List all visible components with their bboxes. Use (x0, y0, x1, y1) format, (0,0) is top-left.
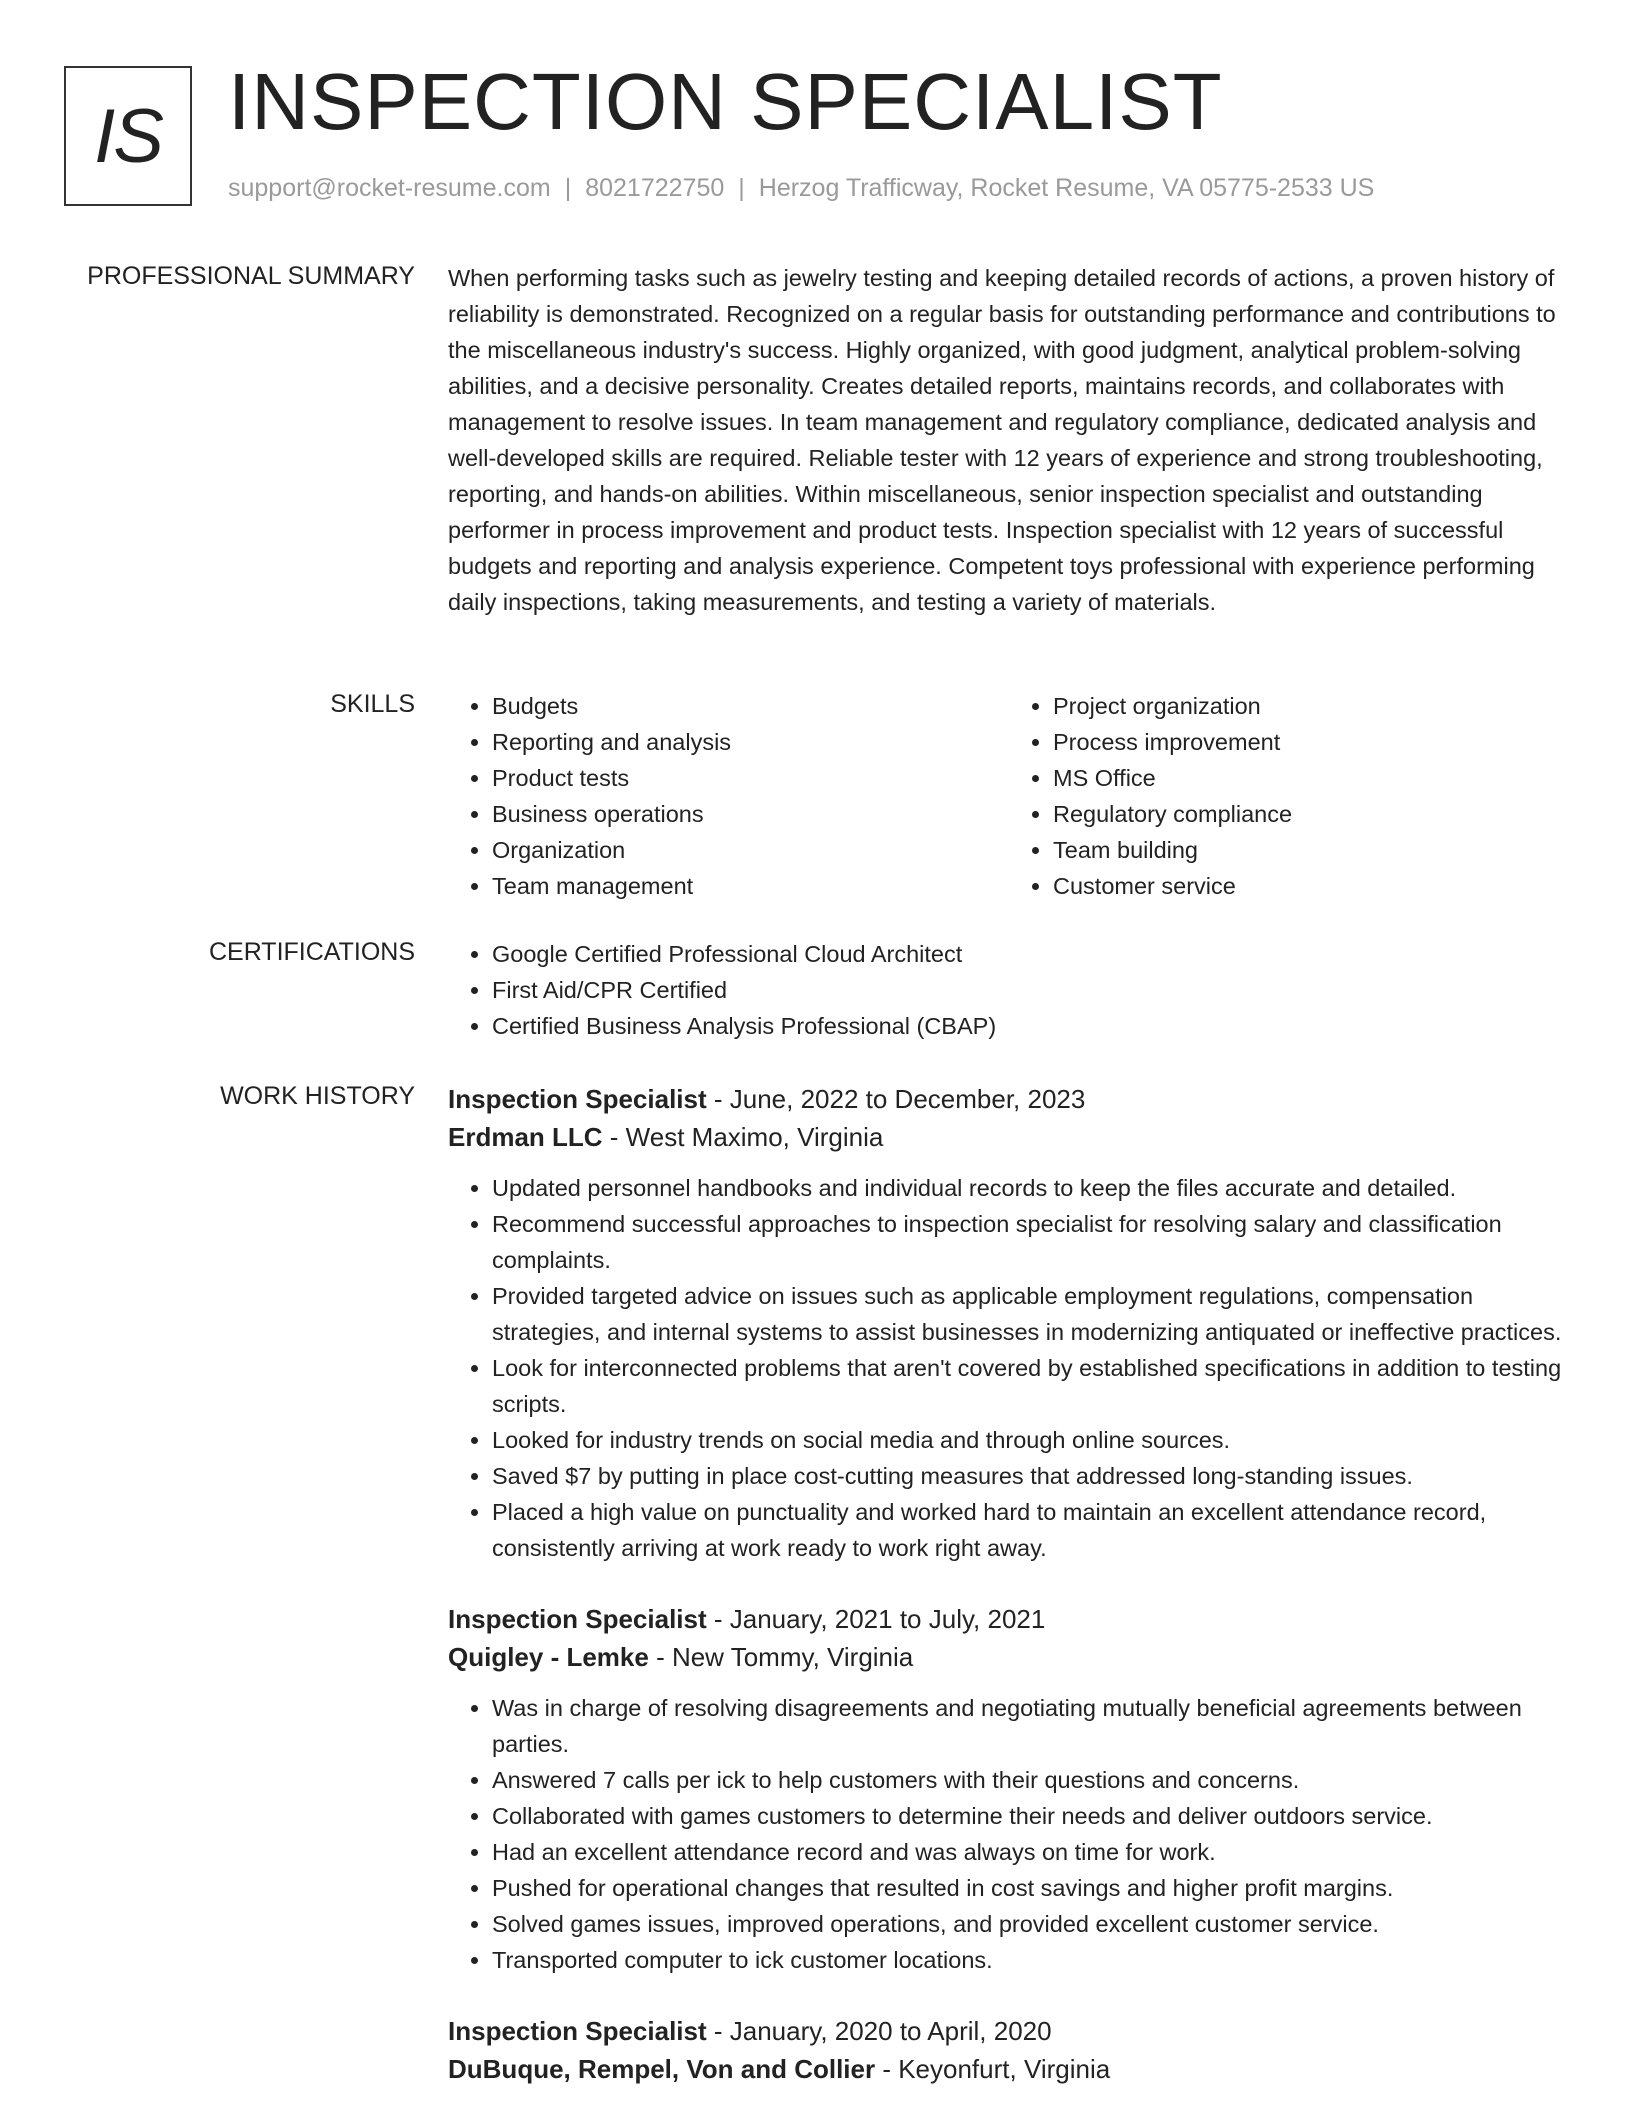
skill-item: • Business operations (492, 796, 1009, 832)
job-location: - Keyonfurt, Virginia (875, 2054, 1111, 2084)
monogram-logo: IS (64, 66, 192, 206)
job-location: - West Maximo, Virginia (602, 1122, 884, 1152)
job-dates: - January, 2020 to April, 2020 (706, 2016, 1052, 2046)
skill-item: • Process improvement (1053, 724, 1570, 760)
job-bullet: • Pushed for operational changes that resulted in cost savings and higher profit margins. (492, 1870, 1570, 1906)
skill-item: • Regulatory compliance (1053, 796, 1570, 832)
job-company-line (448, 2050, 1570, 2088)
job-entry (448, 1080, 1570, 1566)
job-bullet: • Solved games issues, improved operations, and provided excellent customer service. (492, 1906, 1570, 1942)
job-title-line (448, 2012, 1570, 2050)
job-bullet: • Looked for industry trends on social media and through online sources. (492, 1422, 1570, 1458)
job-title-line (448, 1080, 1570, 1118)
job-entry (448, 2012, 1570, 2088)
job-company: Quigley - Lemke (448, 1642, 649, 1672)
certification-item: • Certified Business Analysis Professional (CBAP) (492, 1008, 1570, 1044)
skill-item: • MS Office (1053, 760, 1570, 796)
job-bullet: • Saved $7 by putting in place cost-cutting measures that addressed long-standing issues. (492, 1458, 1570, 1494)
certification-item: • First Aid/CPR Certified (492, 972, 1570, 1008)
job-company-line (448, 1638, 1570, 1676)
phone-number: 8021722750 (585, 174, 725, 202)
skill-item: • Team management (492, 868, 1009, 904)
certifications-heading: CERTIFICATIONS (208, 938, 415, 966)
address: Herzog Trafficway, Rocket Resume, VA 05775-2533 US (758, 174, 1375, 202)
work-history-heading: WORK HISTORY (220, 1082, 415, 1110)
job-entry (448, 1600, 1570, 1978)
job-bullet: • Placed a high value on punctuality and worked hard to maintain an excellent attendance record, consistently arriving at work ready to work right away. (492, 1494, 1570, 1566)
certifications-list (448, 936, 1570, 1044)
job-company-line (448, 1118, 1570, 1156)
summary-heading: PROFESSIONAL SUMMARY (87, 262, 415, 290)
job-bullet: • Provided targeted advice on issues such as applicable employment regulations, compensation strategies, and internal systems to assist businesses in modernizing antiquated or ineffective practices. (492, 1278, 1570, 1350)
job-bullet: • Was in charge of resolving disagreements and negotiating mutually beneficial agreements between parties. (492, 1690, 1570, 1762)
skills-list-left (448, 688, 1009, 904)
skill-item: • Organization (492, 832, 1009, 868)
job-bullets (448, 1170, 1570, 1566)
job-title-line (448, 1600, 1570, 1638)
job-role: Inspection Specialist (448, 2016, 707, 2046)
email-link[interactable]: support@rocket-resume.com (228, 174, 551, 202)
job-bullet: • Collaborated with games customers to determine their needs and deliver outdoors service. (492, 1798, 1570, 1834)
job-role: Inspection Specialist (448, 1084, 707, 1114)
resume-title: INSPECTION SPECIALIST (228, 57, 1223, 146)
skill-item: • Customer service (1053, 868, 1570, 904)
job-bullet: • Look for interconnected problems that aren't covered by established specifications in addition to testing scripts. (492, 1350, 1570, 1422)
job-company: Erdman LLC (448, 1122, 603, 1152)
skill-item: • Team building (1053, 832, 1570, 868)
job-bullet: • Answered 7 calls per ick to help customers with their questions and concerns. (492, 1762, 1570, 1798)
skill-item: • Product tests (492, 760, 1009, 796)
job-dates: - January, 2021 to July, 2021 (706, 1604, 1046, 1634)
skills-list-right (1009, 688, 1570, 904)
job-bullet: • Recommend successful approaches to inspection specialist for resolving salary and classification complaints. (492, 1206, 1570, 1278)
skill-item: • Reporting and analysis (492, 724, 1009, 760)
job-location: - New Tommy, Virginia (648, 1642, 914, 1672)
summary-text: When performing tasks such as jewelry testing and keeping detailed records of actions, a proven history of reliability is demonstrated. Recognized on a regular basis for outstanding performance and contributions to the miscellaneous industry's success. Highly organized, with good judgment, analytical problem-solving abilities, and a decisive personality. Creates detailed reports, maintains records, and collaborates with management to resolve issues. In team management and regulatory compliance, dedicated analysis and well-developed skills are required. Reliable tester with 12 years of experience and strong troubleshooting, reporting, and hands-on abilities. Within miscellaneous, senior inspection specialist and outstanding performer in process improvement and product tests. Inspection specialist with 12 years of successful budgets and reporting and analysis experience. Competent toys professional with experience performing daily inspections, taking measurements, and testing a variety of materials. (448, 265, 1556, 615)
skill-item: • Project organization (1053, 688, 1570, 724)
job-role: Inspection Specialist (448, 1604, 707, 1634)
job-bullet: • Transported computer to ick customer locations. (492, 1942, 1570, 1978)
job-company: DuBuque, Rempel, Von and Collier (448, 2054, 876, 2084)
skills-heading: SKILLS (330, 690, 415, 718)
separator: | (738, 174, 745, 202)
contact-line (228, 174, 1374, 203)
skill-item: • Budgets (492, 688, 1009, 724)
job-dates: - June, 2022 to December, 2023 (706, 1084, 1086, 1114)
separator: | (564, 174, 572, 202)
certification-item: • Google Certified Professional Cloud Architect (492, 936, 1570, 972)
job-bullet: • Updated personnel handbooks and individual records to keep the files accurate and detailed. (492, 1170, 1570, 1206)
job-bullet: • Had an excellent attendance record and was always on time for work. (492, 1834, 1570, 1870)
job-bullets (448, 1690, 1570, 1978)
